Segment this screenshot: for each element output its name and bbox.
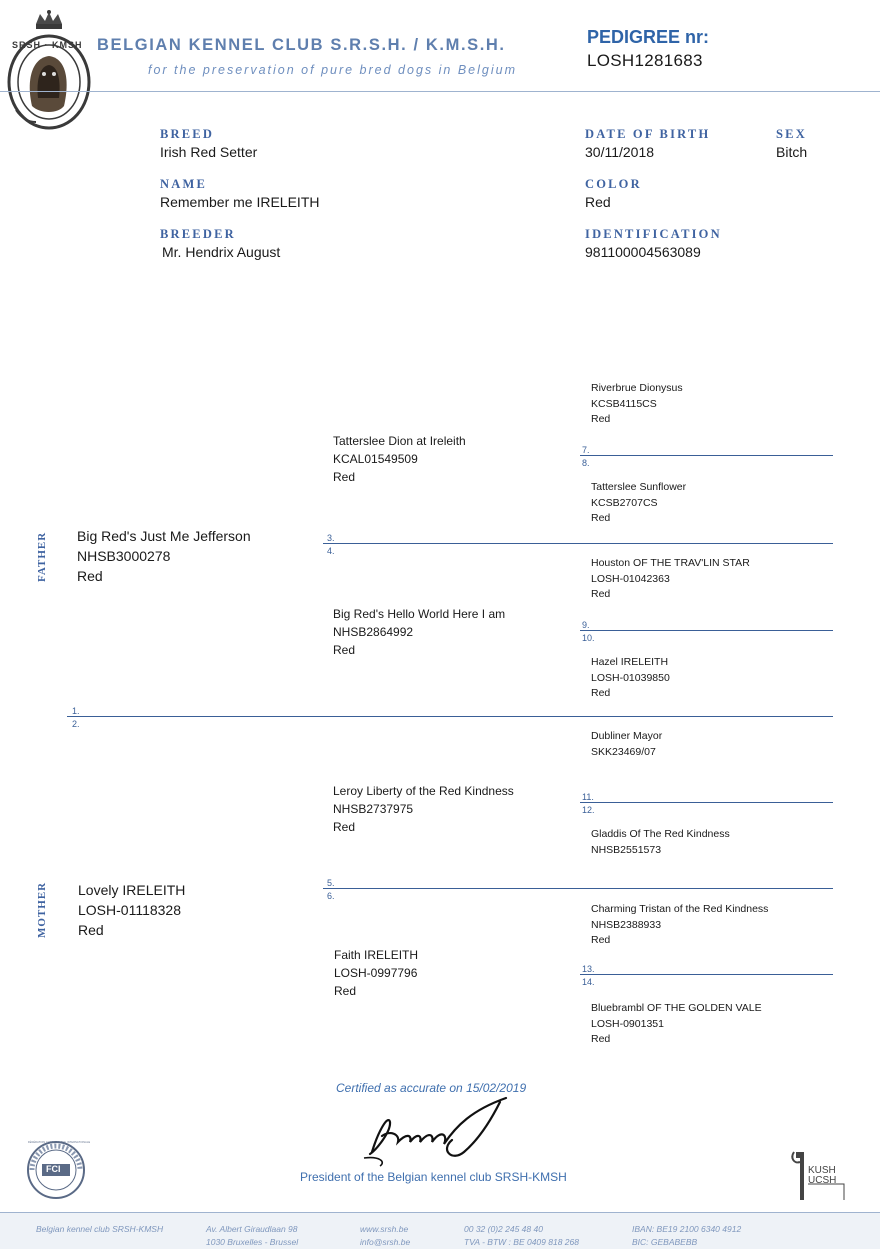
pedigree-label: PEDIGREE nr:	[587, 27, 710, 47]
tree-line-7-8	[580, 455, 833, 456]
ancestor-reg: SKK23469/07	[591, 745, 656, 758]
ancestor-reg: KCSB4115CS	[591, 397, 657, 410]
ancestor-reg: NHSB2388933	[591, 918, 662, 931]
grandparent-name: Leroy Liberty of the Red Kindness	[333, 784, 514, 798]
father-color: Red	[77, 568, 103, 584]
ancestor-reg: LOSH-01039850	[591, 671, 670, 684]
ancestor-reg: NHSB2551573	[591, 843, 662, 856]
footer-bic: BIC: GEBABEBB	[632, 1237, 698, 1247]
grandparent-reg: KCAL01549509	[333, 452, 418, 466]
footer-phone-vat	[464, 1223, 579, 1249]
signature	[360, 1092, 520, 1167]
tree-line-13-14	[580, 974, 833, 975]
great-grandparent-entry	[591, 827, 730, 858]
grandparent-reg: LOSH-0997796	[334, 966, 418, 980]
ancestor-name: Hazel IRELEITH	[591, 656, 669, 668]
ancestor-name: Tatterslee Sunflower	[591, 481, 687, 493]
great-grandparent-entry	[591, 381, 683, 428]
father-name: Big Red's Just Me Jefferson	[77, 528, 251, 544]
line-number: 7.	[582, 445, 590, 455]
footer-contact	[360, 1223, 410, 1249]
footer-iban: IBAN: BE19 2100 6340 4912	[632, 1224, 742, 1234]
footer-divider	[0, 1212, 880, 1213]
footer-bank	[632, 1223, 741, 1249]
club-title: BELGIAN KENNEL CLUB S.R.S.H. / K.M.S.H.	[97, 36, 506, 54]
ancestor-name: Charming Tristan of the Red Kindness	[591, 903, 769, 915]
identification-value: 981100004563089	[585, 244, 701, 260]
ancestor-reg: LOSH-01042363	[591, 572, 670, 585]
great-grandparent-entry	[591, 902, 768, 949]
club-subtitle: for the preservation of pure bred dogs in Belgium	[148, 63, 517, 77]
club-logo	[6, 10, 92, 134]
footer-org: Belgian kennel club SRSH-KMSH	[36, 1224, 164, 1234]
ancestor-color: Red	[591, 934, 611, 946]
ancestor-name: Houston OF THE TRAV'LIN STAR	[591, 557, 750, 569]
header-divider	[0, 91, 880, 92]
father-side-label: FATHER	[36, 531, 48, 582]
breeder-label: BREEDER	[160, 227, 236, 241]
footer-address-line2: 1030 Bruxelles - Brussel	[206, 1237, 299, 1247]
ancestor-reg: KCSB2707CS	[591, 496, 658, 509]
grandparent-name: Big Red's Hello World Here I am	[333, 607, 506, 621]
footer-address-line1: Av. Albert Giraudlaan 98	[206, 1224, 298, 1234]
line-number: 4.	[327, 546, 335, 556]
grandparent-name: Tatterslee Dion at Ireleith	[333, 434, 466, 448]
father-reg: NHSB3000278	[77, 548, 171, 564]
grandparent-reg: NHSB2864992	[333, 625, 414, 639]
ancestor-color: Red	[591, 588, 611, 600]
line-number: 14.	[582, 977, 595, 987]
fci-ring-text: FÉDÉRATION CYNOLOGIQUE INTERNATIONALE	[28, 1141, 91, 1144]
line-number: 1.	[72, 706, 80, 716]
breed-label: BREED	[160, 127, 215, 141]
great-grandparent-entry	[591, 1001, 762, 1048]
tree-line-3-4	[323, 543, 833, 544]
ancestor-name: Riverbrue Dionysus	[591, 382, 683, 394]
tree-line-1-2	[67, 716, 833, 717]
dob-value: 30/11/2018	[585, 144, 655, 160]
father-entry	[77, 526, 251, 586]
great-grandparent-entry	[591, 655, 670, 702]
ancestor-color: Red	[591, 1033, 611, 1045]
line-number: 6.	[327, 891, 335, 901]
ancestor-name: Bluebrambl OF THE GOLDEN VALE	[591, 1002, 762, 1014]
line-number: 13.	[582, 964, 595, 974]
grandparent-reg: NHSB2737975	[333, 802, 414, 816]
great-grandparent-entry	[591, 556, 750, 603]
line-number: 9.	[582, 620, 590, 630]
name-value: Remember me IRELEITH	[160, 194, 320, 210]
breed-value: Irish Red Setter	[160, 144, 258, 160]
sex-label: SEX	[776, 127, 807, 141]
logo-text: SRSH · KMSH	[12, 40, 83, 50]
tree-line-11-12	[580, 802, 833, 803]
color-label: COLOR	[585, 177, 642, 191]
line-number: 12.	[582, 805, 595, 815]
line-number: 11.	[582, 792, 594, 802]
mother-color: Red	[78, 922, 104, 938]
kush-text: KUSH UCSH	[808, 1165, 837, 1186]
sex-value: Bitch	[776, 144, 808, 160]
grandparent-color: Red	[333, 470, 356, 484]
ancestor-name: Gladdis Of The Red Kindness	[591, 828, 730, 840]
line-number: 8.	[582, 458, 590, 468]
footer-email[interactable]: info@srsh.be	[360, 1237, 411, 1247]
tree-line-5-6	[323, 888, 833, 889]
grandparent-color: Red	[333, 820, 356, 834]
grandparent-entry	[333, 432, 466, 486]
certified-text: Certified as accurate on 15/02/2019	[336, 1081, 527, 1095]
footer-vat: TVA - BTW : BE 0409 818 268	[464, 1237, 579, 1247]
grandparent-color: Red	[334, 984, 357, 998]
footer-web[interactable]: www.srsh.be	[360, 1224, 409, 1234]
mother-name: Lovely IRELEITH	[78, 882, 186, 898]
fci-text: FCI	[46, 1164, 61, 1174]
ancestor-name: Dubliner Mayor	[591, 730, 663, 742]
dob-label: DATE OF BIRTH	[585, 127, 711, 141]
ancestor-reg: LOSH-0901351	[591, 1017, 664, 1030]
footer-phone: 00 32 (0)2 245 48 40	[464, 1224, 543, 1234]
grandparent-entry	[333, 605, 505, 659]
president-text: President of the Belgian kennel club SRSH-KMSH	[300, 1170, 567, 1184]
line-number: 3.	[327, 533, 335, 543]
tree-line-9-10	[580, 630, 833, 631]
great-grandparent-entry	[591, 729, 662, 760]
mother-reg: LOSH-01118328	[78, 902, 181, 918]
color-value: Red	[585, 194, 611, 210]
pedigree-number: LOSH1281683	[587, 51, 703, 70]
mother-entry	[78, 880, 185, 940]
line-number: 10.	[582, 633, 595, 643]
mother-side-label: MOTHER	[36, 881, 48, 938]
footer-address	[206, 1223, 298, 1249]
grandparent-entry	[333, 782, 514, 836]
line-number: 5.	[327, 878, 335, 888]
line-number: 2.	[72, 719, 80, 729]
name-label: NAME	[160, 177, 207, 191]
great-grandparent-entry	[591, 480, 686, 527]
breeder-value: Mr. Hendrix August	[162, 244, 281, 260]
ancestor-color: Red	[591, 512, 611, 524]
identification-label: IDENTIFICATION	[585, 227, 722, 241]
ancestor-color: Red	[591, 687, 611, 699]
grandparent-entry	[334, 946, 418, 1000]
grandparent-color: Red	[333, 643, 356, 657]
grandparent-name: Faith IRELEITH	[334, 948, 419, 962]
ancestor-color: Red	[591, 413, 611, 425]
